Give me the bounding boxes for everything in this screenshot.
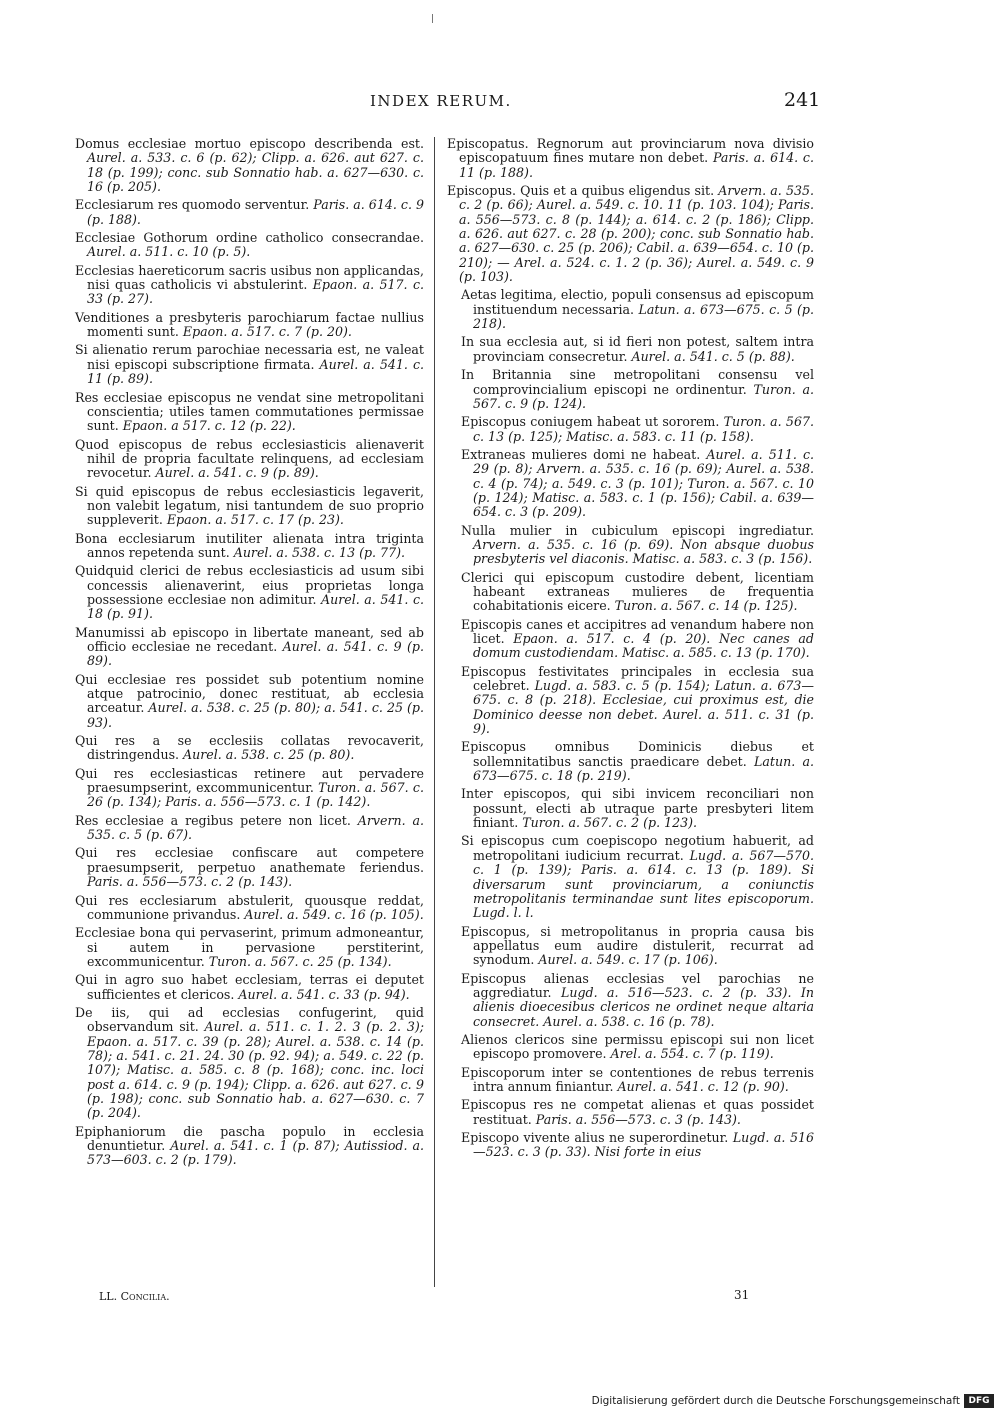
- index-column-left: [75, 137, 424, 1172]
- entry-reference: Aurel. a. 541. c. 18 (p. 91).: [87, 591, 424, 622]
- entry-text: Si alienatio rerum parochiae necessaria est, ne valeat nisi episcopi subscriptione firmata.: [75, 342, 424, 372]
- index-entry: [75, 894, 424, 923]
- entry-reference: Lugd. a. 516—523. c. 2 (p. 33). In alienis dioecesibus clericos ne ordinet neque altaria consecret. Aurel. a. 538. c. 16 (p. 78).: [473, 984, 814, 1029]
- index-entry: [75, 926, 424, 969]
- index-entry: [447, 1131, 814, 1160]
- entry-reference: Arvern. a. 535. c. 5 (p. 67).: [87, 812, 424, 843]
- entry-reference: Arvern. a. 535. c. 2 (p. 66); Aurel. a. 549. c. 10. 11 (p. 103. 104); Paris. a. 556—573. c. 8 (p. 144); a. 614. c. 2 (p. 186); Clipp. a. 626. aut 627. c. 28 (p. 200); conc. sub Sonnatio hab. a. 627—630. c. 25 (p. 206); Cabil. a. 639—654. c. 10 (p. 210); — Arel. a. 524. c. 1. 2 (p. 36); Aurel. a. 549. c. 9 (p. 103).: [459, 183, 814, 285]
- entry-text: Bona ecclesiarum inutiliter alienata intra triginta annos repetenda sunt.: [75, 530, 424, 560]
- scan-tick-mark: [432, 14, 433, 23]
- entry-reference: Aurel. a. 541. c. 33 (p. 94).: [238, 986, 410, 1002]
- entry-reference: Aurel. a. 511. c. 1. 2. 3 (p. 2. 3); Epaon. a. 517. c. 39 (p. 28); Aurel. a. 538. c. 14 (p. 78); a. 541. c. 21. 24. 30 (p. 92. 94); a. 549. c. 22 (p. 107); Matisc. a. 585. c. 8 (p. 168); conc. inc. loci post a. 614. c. 9 (p. 194); Clipp. a. 626. aut 627. c. 9 (p. 198); conc. sub Sonnatio hab. a. 627—630. c. 7 (p. 204).: [87, 1019, 424, 1121]
- entry-text: Res ecclesiae a regibus petere non licet.: [75, 812, 358, 828]
- entry-text: Clerici qui episcopum custodire debent, licentiam habeant extraneas mulieres de frequentia cohabitationis eicere.: [461, 569, 814, 614]
- index-entry: [447, 335, 814, 364]
- entry-text: Episcopus, si metropolitanus in propria causa bis appellatus eum audire distulerit, recurrat ad synodum.: [461, 923, 814, 968]
- entry-text: Ecclesiarum res quomodo serventur.: [75, 197, 314, 213]
- index-entry: [447, 288, 814, 331]
- index-entry: [75, 532, 424, 561]
- entry-text: In Britannia sine metropolitani consensu vel comprovincialium episcopi ne ordinentur.: [461, 367, 814, 397]
- entry-text: Res ecclesiae episcopus ne vendat sine metropolitani conscientia; utiles tamen commutationes permissae sunt.: [75, 389, 424, 434]
- index-column-right: [447, 137, 814, 1164]
- entry-text: Episcopus alienas ecclesias vel parochias ne aggrediatur.: [461, 970, 814, 1000]
- entry-reference: Epaon. a. 517. c. 33 (p. 27).: [87, 277, 424, 307]
- entry-text: Extraneas mulieres domi ne habeat.: [461, 446, 707, 462]
- entry-reference: Turon. a. 567. c. 14 (p. 125).: [614, 598, 798, 614]
- entry-reference: Aurel. a. 538. c. 25 (p. 80); a. 541. c. 25 (p. 93).: [87, 700, 425, 730]
- entry-reference: Epaon. a. 517. c. 17 (p. 23).: [166, 512, 344, 528]
- entry-text: Ecclesiae bona qui pervaserint, primum admoneantur, si autem in pervasione perstiterint, excommunicentur.: [75, 925, 424, 969]
- entry-text: Quidquid clerici de rebus ecclesiasticis ad usum sibi concessis alienaverint, eius proprietas longa possessione ecclesiae non adimitur.: [75, 563, 424, 607]
- index-entry: [75, 198, 424, 227]
- entry-reference: Aurel. a. 511. c. 10 (p. 5).: [87, 244, 251, 260]
- entry-reference: Paris. a. 556—573. c. 3 (p. 143).: [535, 1111, 741, 1127]
- entry-reference: Aurel. a. 541. c. 9 (p. 89).: [87, 639, 424, 669]
- index-entry: [447, 787, 814, 830]
- index-entry: [447, 834, 814, 920]
- entry-reference: Aurel. a. 511. c. 29 (p. 8); Arvern. a. 535. c. 16 (p. 69); Aurel. a. 538. c. 4 (p. 74); a. 549. c. 3 (p. 101); Turon. a. 567. c. 10 (p. 124); Matisc. a. 583. c. 1 (p. 156); Cabil. a. 639—654. c. 3 (p. 209).: [473, 446, 815, 520]
- entry-text: Aetas legitima, electio, populi consensus ad episcopum instituendum necessaria.: [461, 287, 814, 317]
- entry-text: Si episcopus cum coepiscopo negotium habuerit, ad metropolitani iudicium recurrat.: [461, 833, 814, 863]
- entry-reference: Epaon. a. 517. c. 4 (p. 20). Nec canes ad domum custodiendam. Matisc. a. 585. c. 13 (p. 170).: [473, 631, 814, 661]
- page-header: [0, 89, 1000, 122]
- entry-reference: Latun. a. 673—675. c. 18 (p. 219).: [473, 753, 815, 784]
- entry-text: Episcopus festivitates principales in ecclesia sua celebret.: [461, 663, 814, 694]
- entry-text: Quod episcopus de rebus ecclesiasticis alienaverit nihil de propria facultate relinquens, ad ecclesiam revocetur.: [75, 436, 424, 481]
- index-entry: [75, 846, 424, 889]
- index-entry: [75, 673, 424, 730]
- index-entry: [75, 973, 424, 1002]
- entry-reference: Turon. a. 567. c. 25 (p. 134).: [208, 953, 392, 969]
- entry-text: Si quid episcopus de rebus ecclesiasticis legaverit, non valebit legatum, nisi tantundem de suo proprio suppleverit.: [75, 483, 424, 528]
- entry-reference: Epaon. a. 517. c. 7 (p. 20).: [182, 324, 352, 340]
- index-entry: [75, 814, 424, 843]
- funding-footer: [560, 1393, 1000, 1411]
- index-entry: [447, 368, 814, 411]
- entry-text: Qui res ecclesiarum abstulerit, quousque reddat, communione privandus.: [75, 892, 424, 922]
- index-entry: [75, 767, 424, 810]
- dfg-logo: DFG: [964, 1394, 994, 1408]
- index-entry: [75, 1006, 424, 1121]
- entry-text: De iis, qui ad ecclesias confugerint, quid observandum sit.: [75, 1004, 424, 1035]
- index-entry: [447, 448, 814, 520]
- entry-text: Qui res ecclesiae confiscare aut competere praesumpserit, perpetuo anathemate feriendus.: [75, 845, 424, 875]
- entry-reference: Aurel. a. 549. c. 17 (p. 106).: [538, 952, 718, 968]
- entry-reference: Aurel. a. 541. c. 12 (p. 90).: [617, 1078, 789, 1094]
- index-entry: [447, 415, 814, 444]
- index-entry: [447, 1066, 814, 1095]
- entry-reference: Turon. a. 567. c. 9 (p. 124).: [473, 381, 814, 411]
- entry-reference: Paris. a. 614. c. 11 (p. 188).: [459, 150, 814, 180]
- index-entry: [447, 524, 814, 567]
- entry-text: Qui res a se ecclesiis collatas revocaverit, distringendus.: [75, 733, 424, 763]
- entry-text: Episcopus omnibus Dominicis diebus et sollemnitatibus sanctis praedicare debet.: [461, 739, 814, 769]
- entry-reference: Aurel. a. 541. c. 9 (p. 89).: [155, 465, 319, 481]
- entry-text: Episcopus. Quis et a quibus eligendus sit.: [447, 183, 719, 199]
- index-entry: [447, 571, 814, 614]
- index-entry: [447, 972, 814, 1029]
- page-number: 241: [784, 89, 821, 111]
- entry-reference: Aurel. a. 541. c. 1 (p. 87); Autissiod. a. 573—603. c. 2 (p. 179).: [87, 1138, 424, 1168]
- index-entry: [447, 1033, 814, 1062]
- entry-text: Venditiones a presbyteris parochiarum factae nullius momenti sunt.: [75, 309, 424, 340]
- index-entry: [75, 485, 424, 528]
- entry-reference: Turon. a. 567. c. 13 (p. 125); Matisc. a. 583. c. 11 (p. 158).: [473, 414, 814, 444]
- entry-text: In sua ecclesia aut, si id fieri non potest, saltem intra provinciam consecretur.: [461, 334, 814, 364]
- entry-text: Domus ecclesiae mortuo episcopo describenda est.: [75, 136, 424, 151]
- index-entry: [447, 925, 814, 968]
- index-entry: [75, 391, 424, 434]
- index-entry: [75, 231, 424, 260]
- index-entry: [75, 734, 424, 763]
- entry-reference: Latun. a. 673—675. c. 5 (p. 218).: [473, 301, 814, 332]
- funding-note: Digitalisierung gefördert durch die Deutsche Forschungsgemeinschaft: [591, 1395, 960, 1407]
- entry-text: Qui in agro suo habet ecclesiam, terras ei deputet sufficientes et clericos.: [75, 972, 424, 1002]
- entry-text: Episcopus coniugem habeat ut sororem.: [461, 414, 724, 430]
- index-entry: [447, 184, 814, 284]
- entry-reference: Lugd. a. 583. c. 5 (p. 154); Latun. a. 673—675. c. 8 (p. 218). Ecclesiae, cui proximus est, die Dominico deesse non debet. Aurel. a. 511. c. 31 (p. 9).: [473, 678, 814, 737]
- entry-text: Ecclesiae Gothorum ordine catholico consecrandae.: [75, 230, 424, 246]
- index-entry: [75, 626, 424, 669]
- entry-reference: Aurel. a. 541. c. 11 (p. 89).: [87, 356, 425, 387]
- entry-reference: Turon. a. 567. c. 26 (p. 134); Paris. a. 556—573. c. 1 (p. 142).: [87, 780, 424, 810]
- entry-reference: Lugd. a. 567—570. c. 1 (p. 139); Paris. a. 614. c. 13 (p. 189). Si diversarum sunt provinciarum, a coniunctis metropolitanis terminandae sunt lites episcoporum. Lugd. l. l.: [473, 847, 814, 921]
- entry-reference: Aurel. a. 533. c. 6 (p. 62); Clipp. a. 626. aut 627. c. 18 (p. 199); conc. sub Sonnatio hab. a. 627—630. c. 16 (p. 205).: [87, 150, 424, 195]
- entry-text: Alienos clericos sine permissu episcopi sui non licet episcopo promovere.: [461, 1031, 814, 1062]
- entry-text: Episcoporum inter se contentiones de rebus terrenis intra annum finiantur.: [461, 1064, 814, 1094]
- entry-text: Episcopo vivente alius ne superordinetur.: [461, 1130, 733, 1145]
- index-entry: [75, 1125, 424, 1168]
- index-entry: [447, 740, 814, 783]
- index-entry: [447, 618, 814, 661]
- entry-text: Manumissi ab episcopo in libertate maneant, sed ab officio ecclesiae ne recedant.: [75, 624, 424, 654]
- entry-text: Episcopus res ne competat alienas et quas possidet restituat.: [461, 1097, 814, 1127]
- index-entry: [447, 137, 814, 180]
- entry-text: Qui res ecclesiasticas retinere aut pervadere praesumpserint, excommunicentur.: [75, 765, 424, 796]
- entry-reference: Arel. a. 554. c. 7 (p. 119).: [610, 1046, 774, 1062]
- index-entry: [75, 264, 424, 307]
- entry-reference: Paris. a. 614. c. 9 (p. 188).: [87, 197, 424, 227]
- entry-text: Episcopis canes et accipitres ad venandum habere non licet.: [461, 616, 814, 646]
- entry-reference: Lugd. a. 516—523. c. 3 (p. 33). Nisi forte in eius: [473, 1130, 814, 1160]
- entry-reference: Aurel. a. 541. c. 5 (p. 88).: [631, 348, 795, 364]
- entry-text: Episcopatus. Regnorum aut provinciarum nova divisio episcopatuum fines mutare non debet.: [447, 136, 814, 166]
- entry-text: Ecclesias haereticorum sacris usibus non applicandas, nisi quas catholicis vi abstulerint.: [75, 262, 424, 293]
- entry-reference: Aurel. a. 549. c. 16 (p. 105).: [244, 906, 424, 922]
- entry-reference: Arvern. a. 535. c. 16 (p. 69). Non absque duobus presbyteris vel diaconis. Matisc. a. 583. c. 3 (p. 156).: [473, 536, 814, 567]
- entry-text: Nulla mulier in cubiculum episcopi ingrediatur.: [461, 522, 814, 538]
- entry-reference: Paris. a. 556—573. c. 2 (p. 143).: [87, 874, 293, 890]
- entry-reference: Aurel. a. 538. c. 13 (p. 77).: [233, 544, 406, 560]
- index-entry: [75, 137, 424, 194]
- signature-mark: LL. Concilia.: [99, 1290, 170, 1303]
- running-title: INDEX RERUM.: [370, 92, 512, 110]
- index-entry: [75, 311, 424, 340]
- entry-reference: Turon. a. 567. c. 2 (p. 123).: [522, 815, 698, 831]
- entry-text: Inter episcopos, qui sibi invicem reconciliari non possunt, electi ab utraque parte presbyteri litem finiant.: [461, 786, 814, 831]
- index-entry: [75, 343, 424, 386]
- sheet-number: 31: [734, 1288, 750, 1302]
- index-entry: [75, 438, 424, 481]
- column-divider: [434, 137, 435, 1287]
- entry-reference: Aurel. a. 538. c. 25 (p. 80).: [183, 747, 355, 763]
- entry-reference: Epaon. a 517. c. 12 (p. 22).: [122, 418, 296, 434]
- entry-text: Qui ecclesiae res possidet sub potentium nomine atque patrocinio, donec restituat, ab ecclesia arceatur.: [75, 671, 424, 716]
- index-entry: [447, 665, 814, 737]
- index-entry: [75, 564, 424, 621]
- index-entry: [447, 1098, 814, 1127]
- entry-text: Epiphaniorum die pascha populo in ecclesia denuntietur.: [75, 1123, 424, 1153]
